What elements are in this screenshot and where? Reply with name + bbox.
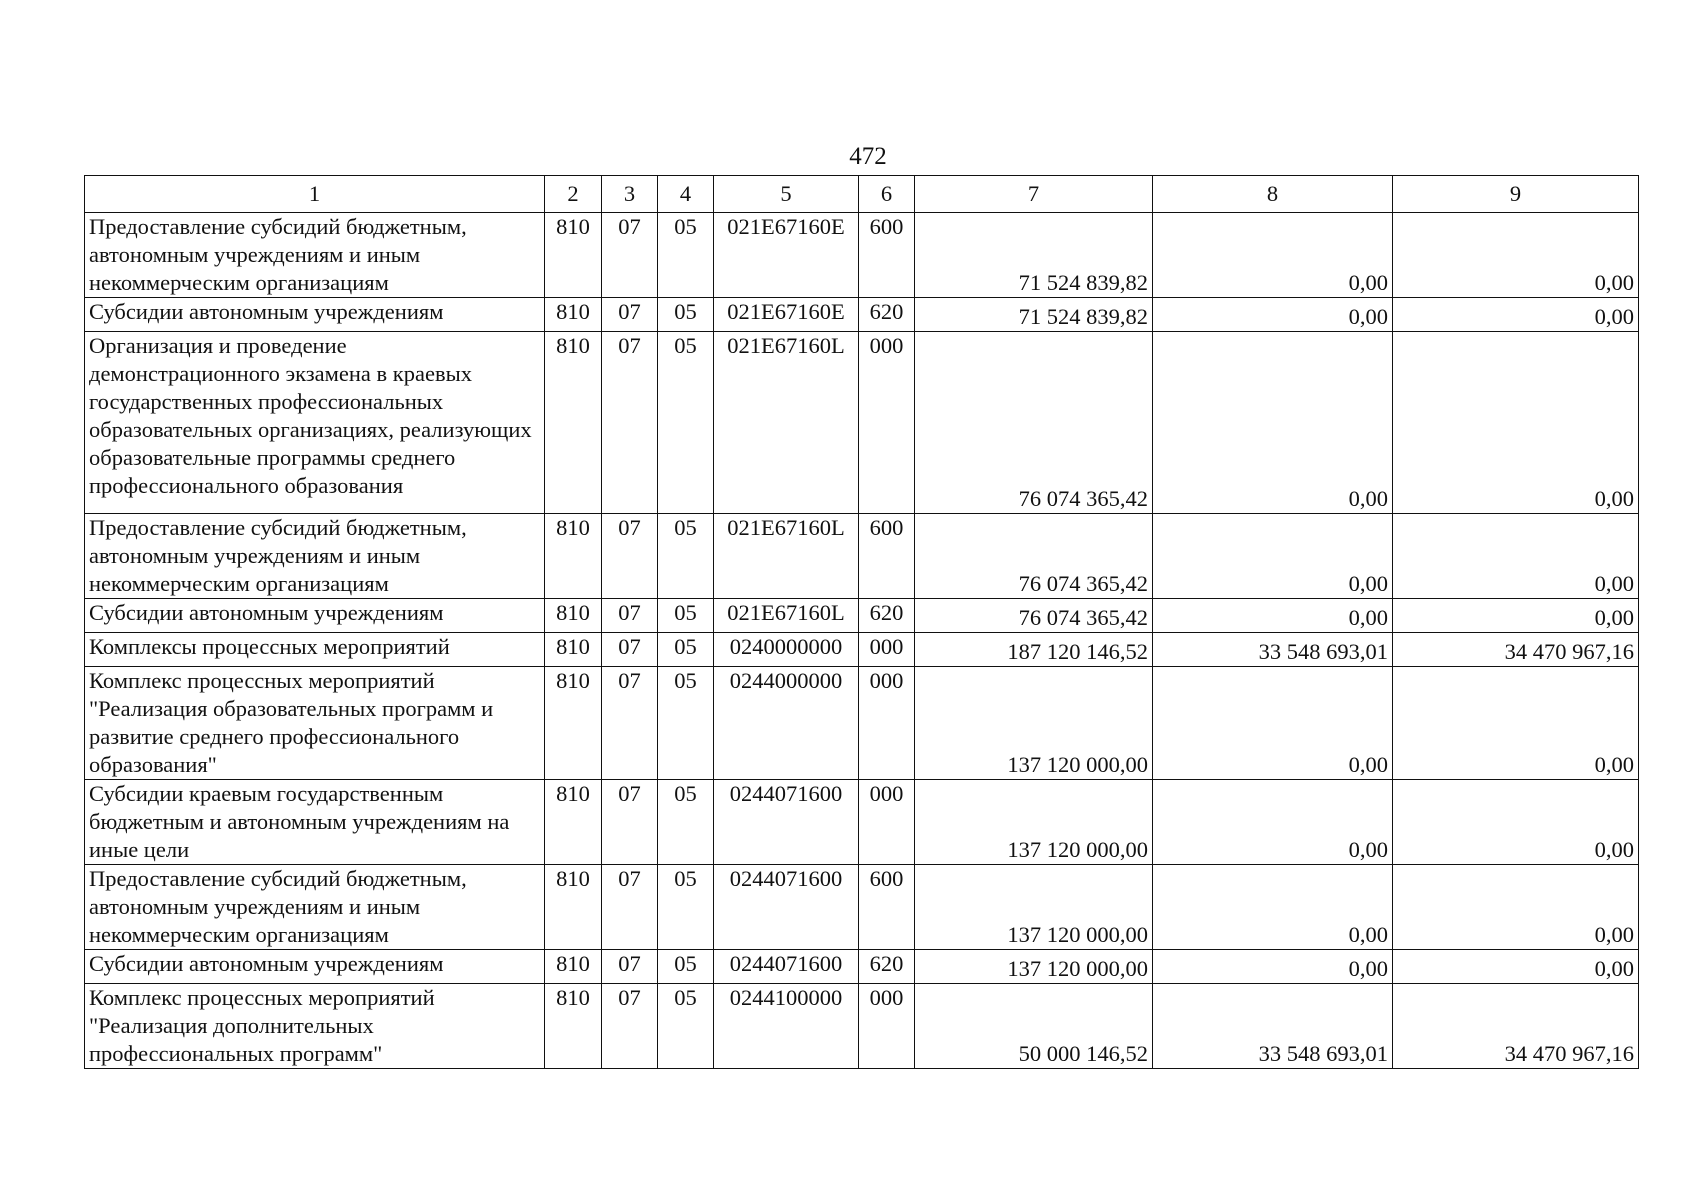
section-code: 07 [602, 950, 658, 984]
subsection-code: 05 [658, 780, 714, 865]
target-article-code: 021E67160E [714, 213, 859, 298]
subsection-code: 05 [658, 667, 714, 780]
amount-col-8: 0,00 [1153, 950, 1393, 984]
ministry-code: 810 [545, 332, 602, 514]
amount-col-7: 137 120 000,00 [915, 780, 1153, 865]
amount-col-7: 76 074 365,42 [915, 332, 1153, 514]
expense-type-code: 620 [859, 298, 915, 332]
amount-col-8: 0,00 [1153, 298, 1393, 332]
column-header-3: 3 [602, 176, 658, 213]
amount-col-8: 33 548 693,01 [1153, 984, 1393, 1069]
amount-col-9: 0,00 [1393, 780, 1639, 865]
page-number: 472 [849, 143, 887, 170]
target-article-code: 0244071600 [714, 780, 859, 865]
item-name: Предоставление субсидий бюджетным, автономным учреждениям и иным некоммерческим организациям [85, 213, 545, 298]
column-header-6: 6 [859, 176, 915, 213]
budget-table [84, 175, 1639, 1069]
amount-col-9: 0,00 [1393, 950, 1639, 984]
column-header-5: 5 [714, 176, 859, 213]
amount-col-7: 71 524 839,82 [915, 213, 1153, 298]
table-row [85, 950, 1639, 984]
amount-col-7: 50 000 146,52 [915, 984, 1153, 1069]
section-code: 07 [602, 667, 658, 780]
ministry-code: 810 [545, 298, 602, 332]
amount-col-9: 0,00 [1393, 332, 1639, 514]
target-article-code: 021E67160L [714, 599, 859, 633]
amount-col-8: 0,00 [1153, 865, 1393, 950]
ministry-code: 810 [545, 950, 602, 984]
target-article-code: 021E67160L [714, 514, 859, 599]
item-name: Комплекс процессных мероприятий "Реализация образовательных программ и развитие среднего профессионального образования" [85, 667, 545, 780]
table-row [85, 599, 1639, 633]
ministry-code: 810 [545, 984, 602, 1069]
expense-type-code: 000 [859, 633, 915, 667]
expense-type-code: 000 [859, 332, 915, 514]
ministry-code: 810 [545, 780, 602, 865]
ministry-code: 810 [545, 213, 602, 298]
item-name: Комплекс процессных мероприятий "Реализация дополнительных профессиональных программ" [85, 984, 545, 1069]
table-row [85, 332, 1639, 514]
amount-col-9: 0,00 [1393, 298, 1639, 332]
item-name: Комплексы процессных мероприятий [85, 633, 545, 667]
target-article-code: 0244071600 [714, 865, 859, 950]
amount-col-7: 137 120 000,00 [915, 950, 1153, 984]
table-row [85, 514, 1639, 599]
amount-col-9: 0,00 [1393, 213, 1639, 298]
table-row [85, 633, 1639, 667]
expense-type-code: 620 [859, 950, 915, 984]
expense-type-code: 600 [859, 514, 915, 599]
amount-col-9: 0,00 [1393, 667, 1639, 780]
table-row [85, 298, 1639, 332]
expense-type-code: 620 [859, 599, 915, 633]
column-header-4: 4 [658, 176, 714, 213]
subsection-code: 05 [658, 633, 714, 667]
ministry-code: 810 [545, 514, 602, 599]
header-row [85, 176, 1639, 213]
amount-col-9: 0,00 [1393, 865, 1639, 950]
amount-col-9: 34 470 967,16 [1393, 984, 1639, 1069]
amount-col-7: 137 120 000,00 [915, 865, 1153, 950]
amount-col-8: 0,00 [1153, 780, 1393, 865]
table-row [85, 865, 1639, 950]
expense-type-code: 000 [859, 984, 915, 1069]
expense-type-code: 600 [859, 213, 915, 298]
ministry-code: 810 [545, 667, 602, 780]
item-name: Субсидии автономным учреждениям [85, 298, 545, 332]
amount-col-7: 71 524 839,82 [915, 298, 1153, 332]
subsection-code: 05 [658, 332, 714, 514]
column-header-1: 1 [85, 176, 545, 213]
section-code: 07 [602, 633, 658, 667]
expense-type-code: 600 [859, 865, 915, 950]
amount-col-8: 0,00 [1153, 599, 1393, 633]
subsection-code: 05 [658, 984, 714, 1069]
table-row [85, 667, 1639, 780]
item-name: Субсидии автономным учреждениям [85, 599, 545, 633]
amount-col-8: 0,00 [1153, 514, 1393, 599]
item-name: Субсидии автономным учреждениям [85, 950, 545, 984]
subsection-code: 05 [658, 213, 714, 298]
section-code: 07 [602, 298, 658, 332]
column-header-2: 2 [545, 176, 602, 213]
subsection-code: 05 [658, 865, 714, 950]
section-code: 07 [602, 332, 658, 514]
subsection-code: 05 [658, 514, 714, 599]
section-code: 07 [602, 865, 658, 950]
target-article-code: 0240000000 [714, 633, 859, 667]
subsection-code: 05 [658, 599, 714, 633]
item-name: Предоставление субсидий бюджетным, автономным учреждениям и иным некоммерческим организациям [85, 514, 545, 599]
amount-col-9: 0,00 [1393, 599, 1639, 633]
amount-col-8: 33 548 693,01 [1153, 633, 1393, 667]
ministry-code: 810 [545, 865, 602, 950]
expense-type-code: 000 [859, 667, 915, 780]
subsection-code: 05 [658, 298, 714, 332]
section-code: 07 [602, 780, 658, 865]
target-article-code: 0244100000 [714, 984, 859, 1069]
table-row [85, 780, 1639, 865]
section-code: 07 [602, 599, 658, 633]
target-article-code: 021E67160E [714, 298, 859, 332]
amount-col-8: 0,00 [1153, 332, 1393, 514]
ministry-code: 810 [545, 633, 602, 667]
table-row [85, 984, 1639, 1069]
target-article-code: 0244071600 [714, 950, 859, 984]
amount-col-9: 34 470 967,16 [1393, 633, 1639, 667]
table-row [85, 213, 1639, 298]
table-header [85, 176, 1639, 213]
column-header-9: 9 [1393, 176, 1639, 213]
section-code: 07 [602, 514, 658, 599]
amount-col-7: 187 120 146,52 [915, 633, 1153, 667]
amount-col-7: 76 074 365,42 [915, 599, 1153, 633]
item-name: Субсидии краевым государственным бюджетным и автономным учреждениям на иные цели [85, 780, 545, 865]
section-code: 07 [602, 213, 658, 298]
section-code: 07 [602, 984, 658, 1069]
table-body [85, 213, 1639, 1069]
amount-col-9: 0,00 [1393, 514, 1639, 599]
subsection-code: 05 [658, 950, 714, 984]
column-header-7: 7 [915, 176, 1153, 213]
target-article-code: 021E67160L [714, 332, 859, 514]
amount-col-7: 137 120 000,00 [915, 667, 1153, 780]
amount-col-8: 0,00 [1153, 213, 1393, 298]
ministry-code: 810 [545, 599, 602, 633]
item-name: Предоставление субсидий бюджетным, автономным учреждениям и иным некоммерческим организациям [85, 865, 545, 950]
amount-col-7: 76 074 365,42 [915, 514, 1153, 599]
expense-type-code: 000 [859, 780, 915, 865]
item-name: Организация и проведение демонстрационного экзамена в краевых государственных профессиональных образовательных организациях, реализующих образовательные программы среднего профессионального образования [85, 332, 545, 514]
column-header-8: 8 [1153, 176, 1393, 213]
target-article-code: 0244000000 [714, 667, 859, 780]
amount-col-8: 0,00 [1153, 667, 1393, 780]
